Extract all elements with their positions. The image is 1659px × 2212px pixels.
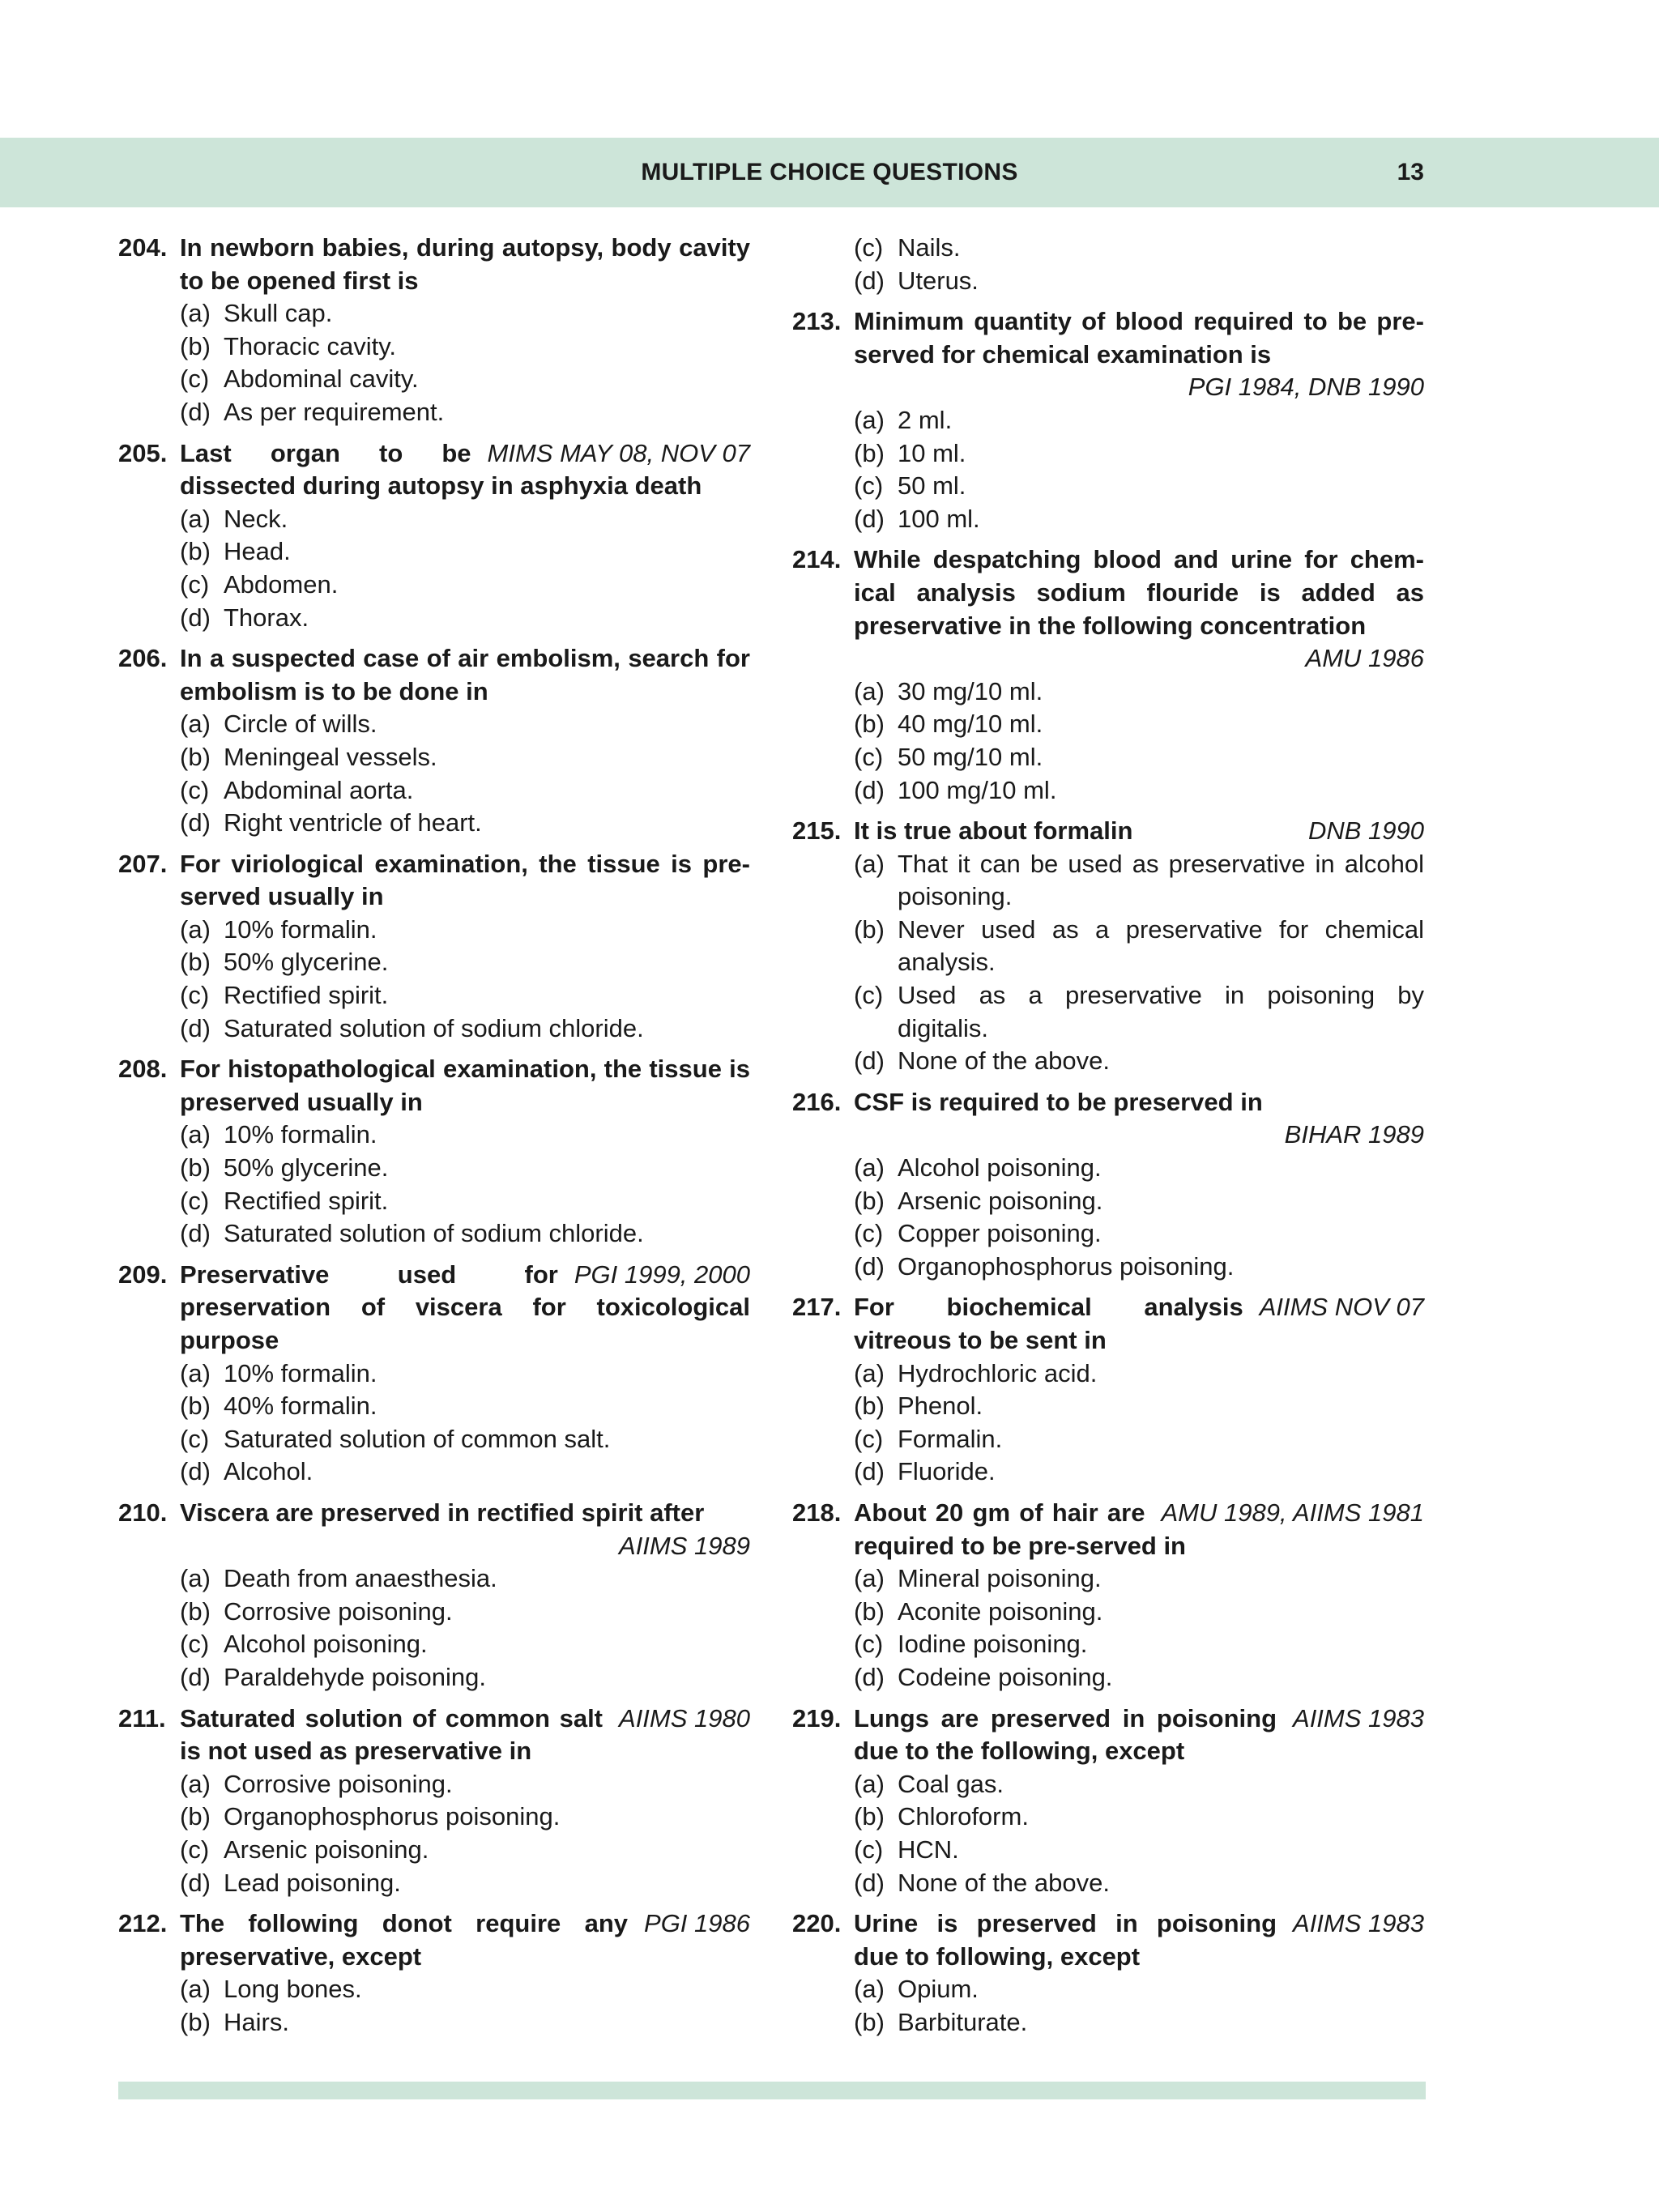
question-text: Viscera are preserved in rectified spirit after (180, 1498, 705, 1527)
option-key: (d) (854, 1662, 885, 1691)
option-key: (a) (854, 1153, 885, 1183)
question-number: 204. (118, 233, 168, 262)
option-text: Mineral poisoning. (898, 1564, 1102, 1593)
answer-option (118, 1834, 750, 1867)
option-text: Saturated solution of common salt. (224, 1424, 611, 1453)
answer-option (118, 1768, 750, 1801)
answer-option (792, 1390, 1424, 1423)
question-item (792, 1497, 1424, 1694)
answer-option (792, 1661, 1424, 1694)
option-key: (d) (180, 603, 211, 632)
continued-options (792, 232, 1424, 297)
question-stem (792, 1497, 1424, 1562)
option-text: Organophosphorus poisoning. (898, 1251, 1235, 1281)
option-text: None of the above. (898, 1868, 1110, 1897)
answer-option (118, 708, 750, 741)
question-text: The following donot require any preservative, except (180, 1909, 629, 1971)
option-text: Opium. (898, 1975, 979, 2004)
option-key: (b) (180, 1392, 211, 1421)
option-key: (a) (180, 1564, 211, 1593)
footer-rule (118, 2082, 1426, 2099)
option-key: (b) (854, 1802, 885, 1831)
option-text: Rectified spirit. (224, 1186, 389, 1215)
answer-option (792, 1596, 1424, 1629)
answer-option (118, 1562, 750, 1596)
answer-option (792, 1217, 1424, 1251)
option-key: (a) (854, 849, 885, 878)
option-text: Aconite poisoning. (898, 1596, 1103, 1626)
option-key: (a) (854, 1564, 885, 1593)
question-text: Saturated solution of common salt is not used as preservative in (180, 1703, 603, 1766)
question-stem (118, 232, 750, 297)
option-key: (a) (180, 1120, 211, 1149)
page-number: 13 (1397, 159, 1424, 185)
option-text: Circle of wills. (224, 710, 377, 739)
option-key: (a) (180, 710, 211, 739)
option-text: 50% glycerine. (224, 948, 389, 977)
option-key: (d) (854, 1457, 885, 1486)
option-text: Thoracic cavity. (224, 331, 397, 360)
question-number: 207. (118, 849, 168, 878)
page-header (0, 138, 1659, 207)
question-stem (792, 1291, 1424, 1357)
option-text: Long bones. (224, 1975, 362, 2004)
option-key: (d) (854, 266, 885, 295)
answer-option (118, 946, 750, 979)
option-key: (a) (180, 914, 211, 944)
answer-option (118, 774, 750, 808)
answer-option (118, 1801, 750, 1834)
option-key: (c) (180, 364, 210, 394)
question-stem (118, 1497, 750, 1562)
answer-option (792, 676, 1424, 709)
question-text: For viriological examination, the tissue is pre-served usually in (180, 849, 750, 911)
answer-option (792, 1768, 1424, 1801)
question-stem (118, 1703, 750, 1768)
answer-option (792, 979, 1424, 1045)
question-stem (792, 305, 1424, 404)
answer-option (792, 1801, 1424, 1834)
answer-option (792, 232, 1424, 265)
answer-option (792, 741, 1424, 774)
question-stem (118, 437, 750, 503)
answer-option (792, 1185, 1424, 1218)
exam-source: AIIMS 1989 (619, 1531, 750, 1560)
option-text: Arsenic poisoning. (224, 1835, 429, 1864)
option-key: (b) (180, 1596, 211, 1626)
answer-option (792, 265, 1424, 298)
question-item (792, 1291, 1424, 1489)
question-item (118, 848, 750, 1046)
answer-option (118, 914, 750, 947)
option-text: Lead poisoning. (224, 1868, 401, 1897)
question-number: 208. (118, 1055, 168, 1084)
option-text: 100 mg/10 ml. (898, 775, 1057, 804)
option-key: (c) (854, 1219, 884, 1248)
option-key: (a) (180, 1358, 211, 1387)
question-stem (792, 1907, 1424, 1973)
answer-option (792, 1628, 1424, 1661)
exam-source: AMU 1989, AIIMS 1981 (1161, 1498, 1424, 1527)
question-text: Last organ to be dissected during autopsy in asphyxia death (180, 438, 702, 501)
exam-source: PGI 1984, DNB 1990 (1188, 373, 1424, 402)
answer-option (118, 569, 750, 602)
answer-option (792, 1455, 1424, 1489)
answer-option (118, 535, 750, 569)
answer-option (118, 1185, 750, 1218)
option-text: Hydrochloric acid. (898, 1358, 1098, 1387)
option-text: Used as a preservative in poisoning by digitalis. (898, 981, 1424, 1042)
question-item (792, 1907, 1424, 2039)
option-key: (b) (854, 1596, 885, 1626)
question-stem (792, 1086, 1424, 1152)
option-key: (d) (180, 1013, 211, 1042)
question-number: 218. (792, 1498, 842, 1527)
answer-option (118, 1596, 750, 1629)
question-number: 214. (792, 545, 842, 574)
option-text: Saturated solution of sodium chloride. (224, 1219, 644, 1248)
question-text: In a suspected case of air embolism, search for embolism is to be done in (180, 644, 750, 705)
answer-option (118, 1152, 750, 1185)
option-text: Corrosive poisoning. (224, 1596, 453, 1626)
option-text: Rectified spirit. (224, 981, 389, 1010)
exam-source: AMU 1986 (1305, 644, 1424, 673)
answer-option (792, 708, 1424, 741)
answer-option (792, 1562, 1424, 1596)
option-text: That it can be used as preservative in alcohol poisoning. (898, 849, 1424, 911)
option-text: Death from anaesthesia. (224, 1564, 497, 1593)
question-text: For histopathological examination, the tissue is preserved usually in (180, 1055, 750, 1116)
answer-option (792, 774, 1424, 808)
answer-option (118, 602, 750, 635)
answer-option (118, 741, 750, 774)
answer-option (118, 1628, 750, 1661)
answer-option (118, 1867, 750, 1900)
option-key: (c) (854, 1424, 884, 1453)
option-key: (c) (854, 981, 884, 1010)
option-key: (b) (854, 914, 885, 944)
option-text: 10% formalin. (224, 1120, 377, 1149)
option-text: Saturated solution of sodium chloride. (224, 1013, 644, 1042)
question-number: 206. (118, 644, 168, 673)
option-text: 10 ml. (898, 438, 966, 467)
option-key: (c) (854, 471, 884, 501)
option-key: (c) (180, 1835, 210, 1864)
question-number: 217. (792, 1293, 842, 1322)
exam-source: PGI 1999, 2000 (574, 1259, 750, 1289)
answer-option (792, 503, 1424, 536)
option-key: (d) (180, 397, 211, 426)
option-text: Chloroform. (898, 1802, 1029, 1831)
question-number: 211. (118, 1703, 166, 1733)
option-key: (a) (854, 1358, 885, 1387)
question-stem (118, 1907, 750, 1973)
option-key: (b) (180, 948, 211, 977)
question-item (118, 232, 750, 429)
option-key: (a) (180, 1975, 211, 2004)
option-key: (d) (854, 775, 885, 804)
option-text: Fluoride. (898, 1457, 996, 1486)
answer-option (118, 330, 750, 364)
question-number: 212. (118, 1909, 168, 1938)
exam-source: MIMS MAY 08, NOV 07 (487, 438, 750, 467)
answer-option (118, 1973, 750, 2006)
option-text: Phenol. (898, 1392, 983, 1421)
option-key: (c) (180, 1186, 210, 1215)
question-number: 220. (792, 1909, 842, 1938)
answer-option (118, 2006, 750, 2039)
exam-source: BIHAR 1989 (1284, 1120, 1424, 1149)
option-key: (c) (180, 775, 210, 804)
option-text: Corrosive poisoning. (224, 1769, 453, 1798)
option-text: Nails. (898, 233, 961, 262)
question-stem (792, 1703, 1424, 1768)
option-key: (d) (180, 1219, 211, 1248)
answer-option (118, 363, 750, 396)
question-stem (792, 815, 1424, 848)
answer-option (118, 1423, 750, 1456)
question-text: It is true about formalin (854, 816, 1133, 846)
answer-option (118, 807, 750, 840)
option-text: Head. (224, 537, 291, 566)
option-key: (d) (854, 1251, 885, 1281)
option-key: (b) (180, 537, 211, 566)
option-text: Iodine poisoning. (898, 1630, 1088, 1659)
answer-option (792, 1152, 1424, 1185)
option-key: (b) (180, 331, 211, 360)
right-column (792, 232, 1424, 2047)
option-key: (a) (180, 1769, 211, 1798)
option-text: Abdominal cavity. (224, 364, 419, 394)
option-text: Alcohol. (224, 1457, 313, 1486)
option-text: 40% formalin. (224, 1392, 377, 1421)
option-key: (a) (180, 504, 211, 533)
option-key: (b) (854, 710, 885, 739)
exam-source: AIIMS 1983 (1293, 1703, 1424, 1733)
option-text: Barbiturate. (898, 2007, 1028, 2036)
answer-option (792, 848, 1424, 914)
option-key: (b) (180, 1153, 211, 1183)
option-text: As per requirement. (224, 397, 445, 426)
option-text: HCN. (898, 1835, 959, 1864)
question-number: 205. (118, 438, 168, 467)
option-text: Copper poisoning. (898, 1219, 1102, 1248)
option-key: (c) (180, 569, 210, 599)
question-item (118, 1703, 750, 1900)
option-text: Skull cap. (224, 299, 333, 328)
option-text: Paraldehyde poisoning. (224, 1662, 487, 1691)
question-item (118, 1497, 750, 1694)
question-text: Preservative used for preservation of viscera for toxicological purpose (180, 1259, 750, 1354)
answer-option (118, 979, 750, 1012)
option-text: 100 ml. (898, 504, 980, 533)
question-item (118, 1053, 750, 1251)
answer-option (118, 1357, 750, 1391)
option-key: (d) (854, 504, 885, 533)
answer-option (118, 1455, 750, 1489)
option-key: (c) (854, 233, 884, 262)
option-key: (c) (854, 1630, 884, 1659)
option-key: (b) (180, 742, 211, 771)
answer-option (792, 1423, 1424, 1456)
question-item (792, 305, 1424, 535)
option-key: (a) (854, 1975, 885, 2004)
left-column (118, 232, 750, 2047)
option-text: Alcohol poisoning. (898, 1153, 1102, 1183)
question-item (792, 543, 1424, 807)
answer-option (792, 437, 1424, 471)
option-key: (b) (180, 2007, 211, 2036)
option-key: (c) (180, 1630, 210, 1659)
question-text: Urine is preserved in poisoning due to following, except (854, 1909, 1277, 1971)
option-key: (b) (854, 438, 885, 467)
question-text: Minimum quantity of blood required to be pre-served for chemical examination is (854, 307, 1424, 369)
option-key: (d) (854, 1868, 885, 1897)
option-text: Coal gas. (898, 1769, 1004, 1798)
option-key: (c) (180, 981, 210, 1010)
option-text: Codeine poisoning. (898, 1662, 1113, 1691)
option-key: (a) (854, 676, 885, 705)
question-item (118, 437, 750, 635)
option-text: 40 mg/10 ml. (898, 710, 1043, 739)
option-text: Uterus. (898, 266, 979, 295)
answer-option (118, 396, 750, 429)
answer-option (118, 503, 750, 536)
option-key: (d) (180, 1457, 211, 1486)
option-text: 50% glycerine. (224, 1153, 389, 1183)
option-text: Right ventricle of heart. (224, 808, 482, 837)
option-text: Meningeal vessels. (224, 742, 437, 771)
answer-option (792, 470, 1424, 503)
question-number: 219. (792, 1703, 842, 1733)
exam-source: AIIMS NOV 07 (1259, 1293, 1424, 1322)
option-text: Neck. (224, 504, 288, 533)
answer-option (792, 404, 1424, 437)
option-text: Thorax. (224, 603, 309, 632)
page-title: MULTIPLE CHOICE QUESTIONS (641, 159, 1018, 185)
exam-source: PGI 1986 (644, 1909, 750, 1938)
option-text: 10% formalin. (224, 914, 377, 944)
option-key: (a) (180, 299, 211, 328)
option-key: (b) (854, 2007, 885, 2036)
answer-option (792, 2006, 1424, 2039)
question-stem (118, 848, 750, 914)
option-text: Never used as a preservative for chemical analysis. (898, 914, 1424, 977)
answer-option (792, 1045, 1424, 1078)
question-number: 213. (792, 307, 842, 336)
answer-option (118, 297, 750, 330)
answer-option (792, 1251, 1424, 1284)
option-key: (d) (180, 808, 211, 837)
question-text: About 20 gm of hair are required to be pre-served in (854, 1498, 1186, 1560)
option-key: (d) (180, 1868, 211, 1897)
option-text: Alcohol poisoning. (224, 1630, 428, 1659)
question-text: While despatching blood and urine for chem-ical analysis sodium flouride is added as preservative in the following concentration (854, 545, 1424, 640)
question-text: CSF is required to be preserved in (854, 1087, 1263, 1116)
answer-option (792, 1867, 1424, 1900)
answer-option (118, 1012, 750, 1046)
answer-option (118, 1661, 750, 1694)
option-text: Abdominal aorta. (224, 775, 414, 804)
answer-option (792, 1973, 1424, 2006)
question-number: 210. (118, 1498, 168, 1527)
option-text: 50 ml. (898, 471, 966, 501)
option-text: 10% formalin. (224, 1358, 377, 1387)
question-item (118, 1259, 750, 1489)
exam-source: AIIMS 1980 (619, 1703, 750, 1733)
option-key: (a) (854, 1769, 885, 1798)
answer-option (792, 1834, 1424, 1867)
option-key: (a) (854, 405, 885, 434)
answer-option (118, 1390, 750, 1423)
option-text: 30 mg/10 ml. (898, 676, 1043, 705)
answer-option (792, 914, 1424, 979)
option-key: (d) (180, 1662, 211, 1691)
question-stem (792, 543, 1424, 675)
question-stem (118, 1259, 750, 1357)
option-key: (c) (854, 742, 884, 771)
question-item (792, 815, 1424, 1078)
question-text: For biochemical analysis vitreous to be sent in (854, 1293, 1243, 1354)
option-text: Hairs. (224, 2007, 289, 2036)
question-item (118, 642, 750, 840)
option-key: (b) (854, 1186, 885, 1215)
option-text: 50 mg/10 ml. (898, 742, 1043, 771)
option-text: 2 ml. (898, 405, 953, 434)
question-number: 215. (792, 816, 842, 846)
exam-source: DNB 1990 (1307, 816, 1424, 846)
option-key: (b) (854, 1392, 885, 1421)
question-item (792, 1086, 1424, 1284)
option-key: (d) (854, 1046, 885, 1076)
option-text: Formalin. (898, 1424, 1003, 1453)
option-key: (b) (180, 1802, 211, 1831)
option-key: (c) (854, 1835, 884, 1864)
answer-option (118, 1119, 750, 1152)
option-text: Arsenic poisoning. (898, 1186, 1103, 1215)
option-text: Organophosphorus poisoning. (224, 1802, 561, 1831)
question-number: 209. (118, 1259, 168, 1289)
exam-source: AIIMS 1983 (1293, 1909, 1424, 1938)
question-stem (118, 1053, 750, 1119)
question-text: In newborn babies, during autopsy, body cavity to be opened first is (180, 233, 750, 295)
option-text: None of the above. (898, 1046, 1110, 1076)
option-key: (c) (180, 1424, 210, 1453)
answer-option (118, 1217, 750, 1251)
question-item (118, 1907, 750, 2039)
option-text: Abdomen. (224, 569, 339, 599)
question-stem (118, 642, 750, 708)
question-text: Lungs are preserved in poisoning due to the following, except (854, 1703, 1277, 1766)
question-number: 216. (792, 1087, 842, 1116)
question-item (792, 1703, 1424, 1900)
answer-option (792, 1357, 1424, 1391)
